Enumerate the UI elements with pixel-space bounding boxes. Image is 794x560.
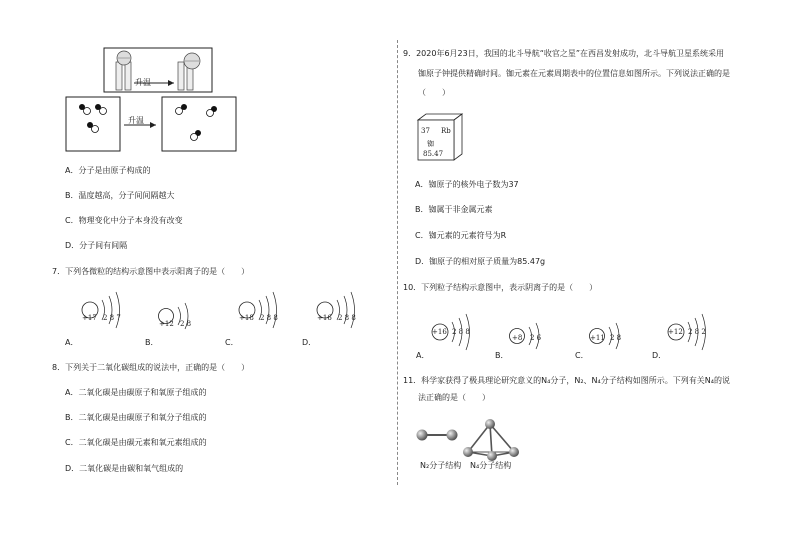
atom-diagram-c [237, 290, 285, 330]
q8-option-a: A．二氧化碳是由碳原子和氧原子组成的 [65, 388, 207, 397]
n2-molecule-diagram [414, 425, 460, 445]
element-mass: 85.47 [423, 150, 444, 158]
q10-atom-b-nucleus: +8 [512, 334, 523, 342]
atom-a-letter: A． [65, 338, 79, 347]
atom-c-letter: C． [225, 338, 239, 347]
atom-d-letter: D． [302, 338, 317, 347]
q6-option-d: D．分子间有间隔 [65, 241, 128, 250]
atom-c-nucleus: +18 [239, 314, 254, 322]
q9-option-b: B．铷属于非金属元素 [415, 205, 493, 214]
q8-stem: 8．下列关于二氧化碳组成的说法中，正确的是（ ） [52, 363, 250, 372]
atom-diagram-b [157, 298, 197, 334]
q9-option-a: A．铷原子的核外电子数为37 [415, 180, 519, 189]
q10-atom-d-letter: D． [652, 351, 667, 360]
element-symbol: Rb [441, 127, 451, 135]
element-number: 37 [421, 127, 430, 135]
q10-atom-a-nucleus: +16 [432, 328, 447, 336]
q8-option-d: D．二氧化碳是由碳和氧气组成的 [65, 464, 184, 473]
atom-diagram-a [80, 290, 128, 330]
atom-a-electrons: 2 8 7 [103, 314, 121, 322]
q10-atom-b-electrons: 2 6 [530, 334, 542, 342]
molecule-spacing-diagram [66, 97, 236, 151]
atom-d-nucleus: +16 [317, 314, 332, 322]
n2-structure-label: N₂分子结构 [420, 461, 462, 470]
q9-stem-line-1: 9．2020年6月23日，我国的北斗导航“收官之星”在西昌发射成功，北斗导航卫星系统采用 [403, 49, 725, 58]
thermometer-diagram [104, 48, 212, 92]
q11-stem-line-2: 法正确的是（ ） [418, 393, 490, 402]
q10-atom-c-letter: C． [575, 351, 589, 360]
atom-c-electrons: 2 8 8 [260, 314, 278, 322]
atom-diagram-d [315, 290, 363, 330]
element-name: 铷 [427, 140, 434, 148]
atom-d-electrons: 2 8 8 [338, 314, 356, 322]
q10-atom-a-letter: A． [416, 351, 430, 360]
q10-atom-d-electrons: 2 8 2 [688, 328, 706, 336]
q10-atom-c-electrons: 2 8 [610, 334, 622, 342]
q10-atom-a-electrons: 2 8 8 [452, 328, 470, 336]
column-divider [397, 40, 398, 485]
q6-option-c: C．物理变化中分子本身没有改变 [65, 216, 183, 225]
q8-option-b: B．二氧化碳是由碳原子和氧分子组成的 [65, 413, 207, 422]
q9-option-d: D．铷原子的相对原子质量为85.47g [415, 257, 546, 266]
atom-a-nucleus: +17 [82, 314, 97, 322]
q9-option-c: C．铷元素的元素符号为R [415, 231, 507, 240]
n4-structure-label: N₄分子结构 [470, 461, 512, 470]
q7-stem: 7．下列各微粒的结构示意图中表示阳离子的是（ ） [52, 267, 250, 276]
q10-atom-c-nucleus: +11 [590, 334, 605, 342]
q11-stem-line-1: 11．科学家获得了极具理论研究意义的N₄分子，N₂、N₄分子结构如图所示。下列有关N₄的说 [403, 376, 730, 385]
atom-b-electrons: 2 8 [180, 320, 192, 328]
atom-b-nucleus: +12 [159, 320, 174, 328]
q8-option-c: C．二氧化碳是由碳元素和氧元素组成的 [65, 438, 207, 447]
atom-b-letter: B． [145, 338, 159, 347]
q6-option-b: B．温度越高，分子间间隔越大 [65, 191, 175, 200]
q10-atom-b-letter: B． [495, 351, 509, 360]
n4-molecule-diagram [462, 418, 522, 462]
lower-arrow-label: 升温 [128, 116, 144, 125]
q9-stem-line-3: （ ） [418, 88, 450, 97]
q9-stem-line-2: 铷原子钟提供精确时间。铷元素在元素周期表中的位置信息如图所示。下列说法正确的是 [418, 69, 730, 78]
q10-stem: 10．下列粒子结构示意图中，表示阴离子的是（ ） [403, 283, 598, 292]
q6-option-a: A．分子是由原子构成的 [65, 166, 151, 175]
q10-atom-d-nucleus: +12 [668, 328, 683, 336]
upper-arrow-label: 升温 [135, 78, 151, 87]
